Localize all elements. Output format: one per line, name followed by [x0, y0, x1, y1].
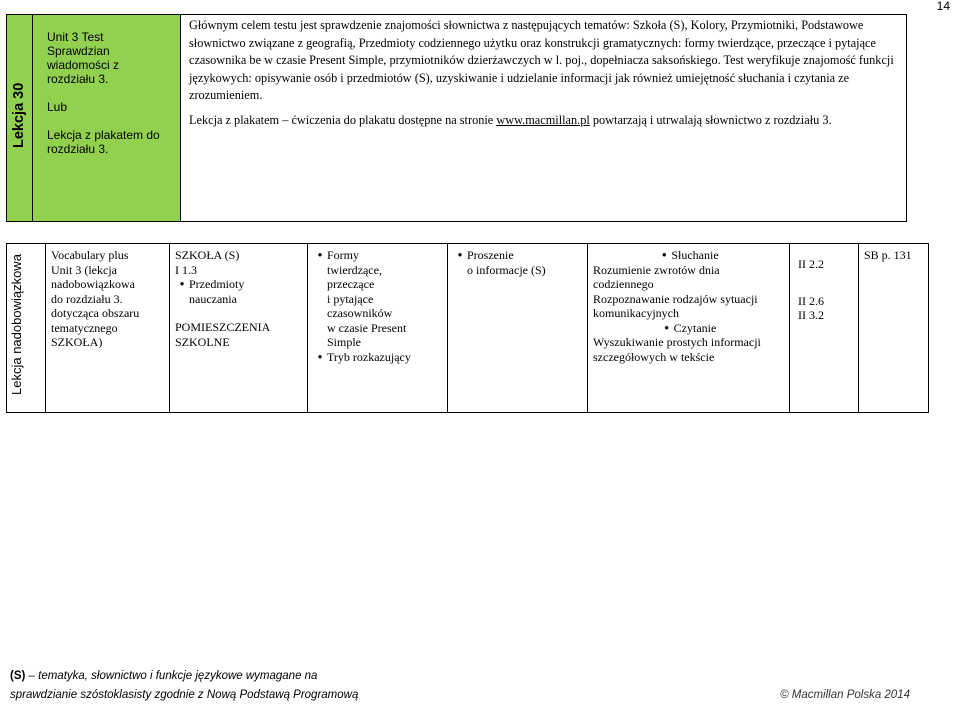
lesson-30-table — [6, 14, 907, 222]
macmillan-link[interactable]: www.macmillan.pl — [496, 112, 590, 127]
curriculum-code: II 2.6 — [798, 293, 824, 308]
poster-description — [189, 112, 896, 130]
topic-bullet-text: Przedmioty — [189, 277, 245, 291]
poster-line: rozdziału 3. — [47, 142, 109, 156]
col1-line: dotycząca obszaru — [51, 306, 140, 320]
grammar-line: Tryb rozkazujący — [327, 349, 411, 364]
reading-heading — [593, 321, 783, 336]
poster-line: Lekcja z plakatem do — [47, 128, 160, 142]
grammar-line: czasowników — [327, 306, 393, 320]
bullet-icon: ● — [457, 250, 463, 259]
curriculum-code: II 2.2 — [798, 257, 824, 271]
grammar-line: Simple — [327, 335, 362, 349]
col1-line: tematycznego — [51, 320, 118, 335]
description-cell — [181, 15, 907, 222]
footer — [10, 667, 950, 705]
bullet-icon: ● — [661, 250, 667, 259]
grammar-line: w czasie Present — [327, 320, 407, 335]
footer-line-1: – tematyka, słownictwo i funkcje językowe wymagane na — [28, 670, 318, 682]
col1-line: do rozdziału 3. — [51, 291, 123, 306]
rooms-line: POMIESZCZENIA — [175, 320, 271, 334]
grammar-bullet — [313, 350, 441, 365]
skills-line: komunikacyjnych — [593, 306, 679, 320]
poster-description-a: Lekcja z plakatem — [189, 112, 280, 127]
skills-cell — [588, 244, 790, 413]
grammar-line: i pytające — [327, 291, 374, 306]
footer-line-2: sprawdzianie szóstoklasisty zgodnie z Nową Podstawą Programową — [10, 689, 359, 701]
optional-lesson-table — [6, 243, 929, 413]
skills-line: codziennego — [593, 277, 654, 291]
topic-bullet — [175, 277, 301, 292]
col1-line: SZKOŁA) — [51, 335, 103, 349]
skills-line: Rozpoznawanie rodzajów sytuacji — [593, 291, 758, 306]
rooms-line: SZKOLNE — [175, 334, 230, 349]
optional-lesson-label: Lekcja nadobowiązkowa — [9, 254, 24, 396]
topic-heading: SZKOŁA (S) — [175, 248, 240, 262]
unit-line: wiadomości z — [47, 58, 120, 72]
listening-label: Słuchanie — [671, 248, 719, 262]
grammar-bullet — [313, 248, 441, 263]
topic-code: I 1.3 — [175, 262, 197, 277]
poster-description-b: – ćwiczenia do plakatu dostępne na stronie — [282, 112, 494, 127]
skills-line: Wyszukiwanie prostych informacji — [593, 335, 761, 349]
functions-line: Proszenie — [467, 248, 514, 262]
skills-line: Rozumienie zwrotów dnia — [593, 262, 720, 277]
grammar-line: Formy — [327, 248, 360, 262]
unit-line: Unit 3 Test — [47, 30, 104, 44]
grammar-line: twierdzące, — [327, 262, 382, 277]
bullet-icon: ● — [317, 351, 323, 361]
topic-bullet-text-2: nauczania — [189, 291, 237, 306]
optional-lesson-label-cell — [7, 244, 46, 413]
sb-reference: SB p. 131 — [864, 248, 912, 262]
vocabulary-plus-cell — [46, 244, 170, 413]
lesson-label-cell — [7, 15, 33, 222]
reading-label: Czytanie — [673, 320, 717, 335]
footer-s-mark: (S) — [10, 670, 26, 682]
functions-cell — [448, 244, 588, 413]
bullet-icon: ● — [179, 279, 185, 288]
lesson-label: Lekcja 30 — [11, 82, 27, 148]
grammar-cell — [308, 244, 448, 413]
reference-cell — [859, 244, 929, 413]
poster-description-c: powtarzają i utrwalają słownictwo z rozdziału 3. — [592, 112, 832, 127]
functions-bullet — [453, 248, 581, 263]
description-text: Głównym celem testu jest sprawdzenie znajomości słownictwa z następujących tematów: Szkoła (S), Kolory, Przymiotniki, Podstawowe słownictwo związane z geografią, Przedmioty codziennego użytku oraz konstrukcji gramatycznych: formy twierdzące, przeczące i pytające czasownika be w czasie Present Simple, przymiotników dzierżawczych w l. poj., dopełniacza saksońskiego. Test weryfikuje znajomość funkcji językowych: opisywanie osób i przedmiotów (S), uzyskiwanie i udzielanie informacji jak również umiejętność słuchania i czytania ze zrozumieniem. — [189, 18, 894, 102]
functions-line: o informacje (S) — [467, 262, 546, 277]
unit-line: Sprawdzian — [47, 44, 110, 58]
or-label: Lub — [47, 100, 68, 114]
curriculum-cell — [790, 244, 859, 413]
col1-line: Vocabulary plus — [51, 248, 129, 262]
footer-copyright: © Macmillan Polska 2014 — [780, 689, 910, 701]
col1-line: nadobowiązkowa — [51, 277, 135, 291]
curriculum-code: II 3.2 — [798, 308, 824, 322]
unit-cell — [33, 15, 181, 222]
unit-line: rozdziału 3. — [47, 72, 109, 86]
bullet-icon: ● — [317, 250, 323, 259]
bullet-icon: ● — [664, 322, 670, 332]
grammar-line: przeczące — [327, 277, 375, 291]
listening-heading — [593, 248, 783, 263]
col1-line: Unit 3 (lekcja — [51, 262, 117, 277]
topic-cell — [170, 244, 308, 413]
page-number: 14 — [936, 0, 950, 13]
skills-line: szczegółowych w tekście — [593, 349, 715, 364]
